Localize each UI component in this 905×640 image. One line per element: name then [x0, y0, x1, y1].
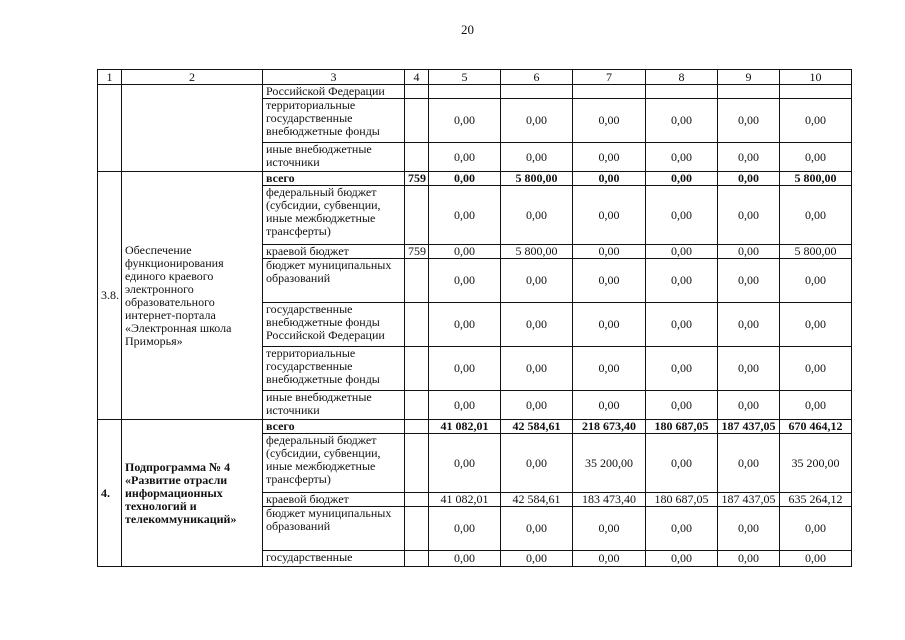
value-cell: 0,00 [429, 259, 501, 303]
header-row [98, 70, 852, 85]
value-cell: 42 584,61 [501, 420, 573, 434]
value-cell: 42 584,61 [501, 493, 573, 507]
header-cell: 5 [429, 70, 501, 85]
value-cell: 0,00 [646, 143, 718, 172]
funding-source: Российской Федерации [263, 85, 405, 99]
value-cell: 0,00 [718, 434, 780, 493]
value-cell: 0,00 [718, 347, 780, 391]
table-row [98, 172, 852, 186]
funding-source: территориальные государственные внебюджетные фонды [263, 347, 405, 391]
value-cell: 0,00 [429, 507, 501, 551]
value-cell: 0,00 [573, 245, 646, 259]
value-cell: 0,00 [646, 303, 718, 347]
value-cell: 0,00 [501, 507, 573, 551]
value-cell: 5 800,00 [780, 172, 852, 186]
budget-code [405, 186, 429, 245]
table-row [98, 420, 852, 434]
value-cell: 0,00 [429, 551, 501, 567]
value-cell: 180 687,05 [646, 420, 718, 434]
budget-code [405, 391, 429, 420]
budget-code [405, 85, 429, 99]
value-cell [501, 85, 573, 99]
value-cell: 0,00 [573, 303, 646, 347]
value-cell: 0,00 [501, 551, 573, 567]
value-cell [573, 85, 646, 99]
header-cell: 8 [646, 70, 718, 85]
funding-source: краевой бюджет [263, 493, 405, 507]
budget-code: 759 [405, 172, 429, 186]
value-cell: 635 264,12 [780, 493, 852, 507]
value-cell: 0,00 [573, 507, 646, 551]
header-cell: 3 [263, 70, 405, 85]
value-cell: 0,00 [573, 551, 646, 567]
value-cell: 0,00 [718, 172, 780, 186]
header-cell: 4 [405, 70, 429, 85]
budget-table [97, 69, 852, 567]
funding-source: федеральный бюджет (субсидии, субвенции, иные межбюджетные трансферты) [263, 434, 405, 493]
value-cell: 0,00 [573, 259, 646, 303]
value-cell: 187 437,05 [718, 493, 780, 507]
value-cell: 0,00 [718, 143, 780, 172]
value-cell: 0,00 [501, 259, 573, 303]
budget-code [405, 303, 429, 347]
value-cell: 5 800,00 [501, 172, 573, 186]
funding-source: всего [263, 420, 405, 434]
value-cell: 0,00 [646, 99, 718, 143]
value-cell: 0,00 [573, 172, 646, 186]
value-cell: 0,00 [780, 143, 852, 172]
value-cell: 0,00 [429, 99, 501, 143]
value-cell [718, 85, 780, 99]
header-cell: 7 [573, 70, 646, 85]
value-cell: 0,00 [429, 186, 501, 245]
value-cell: 0,00 [780, 551, 852, 567]
value-cell: 0,00 [718, 391, 780, 420]
value-cell: 0,00 [501, 434, 573, 493]
funding-source: иные внебюджетные источники [263, 143, 405, 172]
value-cell: 0,00 [718, 303, 780, 347]
value-cell: 0,00 [429, 391, 501, 420]
value-cell: 0,00 [429, 143, 501, 172]
header-cell: 2 [122, 70, 263, 85]
budget-code [405, 434, 429, 493]
value-cell: 0,00 [429, 303, 501, 347]
value-cell: 0,00 [780, 99, 852, 143]
value-cell: 0,00 [646, 347, 718, 391]
value-cell: 0,00 [573, 99, 646, 143]
funding-source: государственные [263, 551, 405, 567]
value-cell: 183 473,40 [573, 493, 646, 507]
value-cell: 35 200,00 [780, 434, 852, 493]
budget-code [405, 551, 429, 567]
value-cell: 0,00 [501, 303, 573, 347]
value-cell: 0,00 [646, 259, 718, 303]
value-cell: 0,00 [573, 186, 646, 245]
value-cell: 0,00 [718, 245, 780, 259]
table-body [98, 70, 852, 567]
funding-source: краевой бюджет [263, 245, 405, 259]
budget-code [405, 143, 429, 172]
header-cell: 10 [780, 70, 852, 85]
section-number: 4. [98, 420, 122, 567]
section-number-cell [98, 85, 122, 172]
value-cell: 0,00 [646, 172, 718, 186]
value-cell: 0,00 [646, 507, 718, 551]
value-cell: 0,00 [573, 391, 646, 420]
value-cell: 670 464,12 [780, 420, 852, 434]
value-cell: 0,00 [780, 391, 852, 420]
value-cell: 0,00 [501, 99, 573, 143]
value-cell: 0,00 [573, 143, 646, 172]
value-cell: 0,00 [780, 347, 852, 391]
funding-source: федеральный бюджет (субсидии, субвенции, иные межбюджетные трансферты) [263, 186, 405, 245]
value-cell: 0,00 [646, 186, 718, 245]
value-cell: 0,00 [573, 347, 646, 391]
header-cell: 6 [501, 70, 573, 85]
section-name: Обеспечение функционирования единого краевого электронного образовательного интернет-портала «Электронная школа Приморья» [122, 172, 263, 420]
funding-source: территориальные государственные внебюджетные фонды [263, 99, 405, 143]
value-cell: 0,00 [718, 551, 780, 567]
budget-code [405, 420, 429, 434]
value-cell: 180 687,05 [646, 493, 718, 507]
header-cell: 1 [98, 70, 122, 85]
value-cell: 41 082,01 [429, 420, 501, 434]
value-cell: 0,00 [646, 245, 718, 259]
budget-code [405, 507, 429, 551]
header-cell: 9 [718, 70, 780, 85]
value-cell: 0,00 [780, 303, 852, 347]
value-cell: 0,00 [646, 391, 718, 420]
value-cell: 5 800,00 [780, 245, 852, 259]
value-cell: 0,00 [429, 245, 501, 259]
value-cell: 0,00 [501, 391, 573, 420]
section-name: Подпрограмма № 4 «Развитие отрасли информационных технологий и телекоммуникаций» [122, 420, 263, 567]
value-cell [429, 85, 501, 99]
page-number: 20 [461, 22, 474, 37]
value-cell: 0,00 [718, 186, 780, 245]
value-cell: 0,00 [501, 186, 573, 245]
value-cell: 0,00 [429, 434, 501, 493]
value-cell: 0,00 [718, 507, 780, 551]
section-number: 3.8. [98, 172, 122, 420]
value-cell: 0,00 [429, 172, 501, 186]
funding-source: бюджет муниципальных образований [263, 507, 405, 551]
budget-code [405, 347, 429, 391]
value-cell: 0,00 [429, 347, 501, 391]
value-cell [780, 85, 852, 99]
value-cell: 41 082,01 [429, 493, 501, 507]
value-cell [646, 85, 718, 99]
value-cell: 0,00 [646, 434, 718, 493]
table-row [98, 85, 852, 99]
budget-code: 759 [405, 245, 429, 259]
funding-source: всего [263, 172, 405, 186]
funding-source: государственные внебюджетные фонды Российской Федерации [263, 303, 405, 347]
funding-source: иные внебюджетные источники [263, 391, 405, 420]
value-cell: 0,00 [780, 186, 852, 245]
value-cell: 218 673,40 [573, 420, 646, 434]
value-cell: 0,00 [718, 99, 780, 143]
value-cell: 0,00 [501, 143, 573, 172]
value-cell: 0,00 [780, 507, 852, 551]
value-cell: 0,00 [718, 259, 780, 303]
budget-code [405, 493, 429, 507]
value-cell: 5 800,00 [501, 245, 573, 259]
value-cell: 0,00 [501, 347, 573, 391]
value-cell: 0,00 [646, 551, 718, 567]
section-name-cell [122, 85, 263, 172]
value-cell: 187 437,05 [718, 420, 780, 434]
value-cell: 35 200,00 [573, 434, 646, 493]
budget-code [405, 99, 429, 143]
budget-code [405, 259, 429, 303]
value-cell: 0,00 [780, 259, 852, 303]
funding-source: бюджет муниципальных образований [263, 259, 405, 303]
